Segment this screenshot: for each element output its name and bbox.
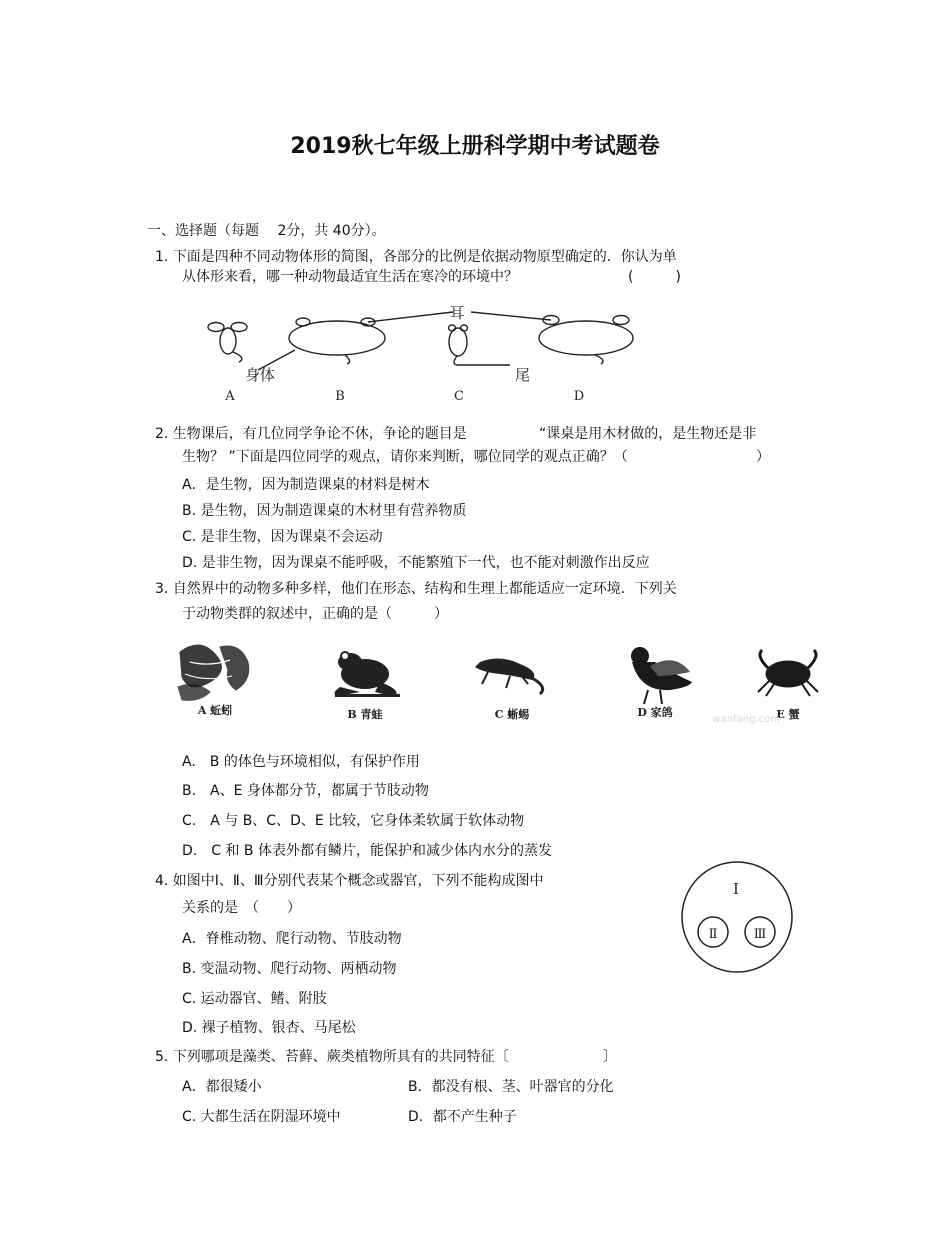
animal-d-body bbox=[539, 321, 633, 355]
ear-leader-d bbox=[471, 312, 551, 320]
animal-d-tail bbox=[595, 355, 603, 364]
animal-b-body bbox=[289, 321, 385, 355]
q2-answer-bracket-close: ） bbox=[756, 449, 770, 465]
q4-option-d: D. 裸子植物、银杏、马尾松 bbox=[182, 1020, 356, 1036]
earthworm-picture bbox=[178, 645, 249, 700]
q2-stem-line1a: 2. 生物课后，有几位同学争论不休，争论的题目是 bbox=[155, 426, 467, 442]
caption-crab: E 蟹 bbox=[776, 708, 800, 721]
label-roman-two: Ⅱ bbox=[708, 927, 718, 942]
label-roman-three: Ⅲ bbox=[753, 927, 767, 942]
q1-stem-line1: 1. 下面是四种不同动物体形的简图，各部分的比例是依据动物原型确定的．你认为单 bbox=[155, 249, 677, 265]
animal-a-tail bbox=[233, 352, 242, 362]
caption-frog: B 青蛙 bbox=[347, 708, 383, 721]
q5-option-b: B．都没有根、茎、叶器官的分化 bbox=[408, 1079, 614, 1095]
frog-picture bbox=[334, 652, 400, 697]
animal-c-ear-right bbox=[461, 325, 468, 331]
caption-earthworm: A 蚯蚓 bbox=[197, 704, 233, 717]
label-body: 身体 bbox=[245, 366, 276, 384]
ear-leader-b bbox=[368, 312, 453, 322]
animal-c-body bbox=[449, 328, 467, 356]
animal-c-tail bbox=[454, 356, 457, 365]
q5-stem-line1: 5. 下列哪项是藻类、苔藓、蕨类植物所具有的共同特征〔 bbox=[155, 1049, 509, 1065]
q3-option-a: A. B 的体色与环境相似，有保护作用 bbox=[182, 754, 420, 770]
q3-option-b: B. A、E 身体都分节，都属于节肢动物 bbox=[182, 783, 429, 799]
q3-stem-line1: 3. 自然界中的动物多种多样，他们在形态、结构和生理上都能适应一定环境．下列关 bbox=[155, 581, 677, 597]
option-label-c: C bbox=[454, 389, 464, 404]
q3-animal-photos bbox=[170, 632, 835, 727]
q2-option-d: D. 是非生物，因为课桌不能呼吸，不能繁殖下一代，也不能对刺激作出反应 bbox=[182, 555, 650, 571]
q3-stem-line2: 于动物类群的叙述中，正确的是（ ） bbox=[182, 606, 448, 622]
option-label-a: A bbox=[225, 389, 235, 404]
q2-stem-line2: 生物？ ”下面是四位同学的观点，请你来判断，哪位同学的观点正确？（ bbox=[182, 449, 628, 465]
q5-option-c: C. 大都生活在阴湿环境中 bbox=[182, 1109, 341, 1125]
q2-option-b: B. 是生物，因为制造课桌的木材里有营养物质 bbox=[182, 503, 467, 519]
q3-option-c: C. A 与 B、C、D、E 比较，它身体柔软属于软体动物 bbox=[182, 813, 525, 829]
lizard-picture bbox=[475, 658, 543, 694]
animal-a-body bbox=[220, 328, 236, 354]
q4-stem-line2: 关系的是 （ ） bbox=[182, 900, 301, 916]
q5-option-a: A．都很矮小 bbox=[182, 1079, 262, 1095]
q1-animal-shape-diagram bbox=[195, 298, 645, 408]
animal-b-tail bbox=[345, 355, 350, 364]
option-label-b: B bbox=[335, 389, 345, 404]
q2-option-c: C. 是非生物，因为课桌不会运动 bbox=[182, 529, 383, 545]
option-label-d: D bbox=[573, 389, 585, 404]
q2-option-a: A．是生物，因为制造课桌的材料是树木 bbox=[182, 477, 430, 493]
q4-stem-line1: 4. 如图中Ⅰ、Ⅱ、Ⅲ分别代表某个概念或器官，下列不能构成图中 bbox=[155, 873, 544, 889]
q4-option-b: B. 变温动物、爬行动物、两栖动物 bbox=[182, 961, 397, 977]
q2-stem-line1b: “课桌是用木材做的，是生物还是非 bbox=[539, 426, 757, 442]
pigeon-picture bbox=[631, 647, 692, 704]
animal-d-ear-right bbox=[613, 316, 629, 325]
label-ear: 耳 bbox=[449, 304, 465, 322]
label-roman-one: Ⅰ bbox=[733, 880, 739, 898]
circle-outer bbox=[682, 862, 792, 972]
animal-a-ear-left bbox=[208, 323, 224, 332]
q5-answer-bracket-close: 〕 bbox=[603, 1049, 617, 1065]
q4-option-c: C. 运动器官、鳍、附肢 bbox=[182, 991, 327, 1007]
q1-answer-bracket: ( ) bbox=[628, 269, 681, 285]
watermark-text: wanfang.com bbox=[712, 714, 780, 725]
q5-option-d: D．都不产生种子 bbox=[408, 1109, 517, 1125]
label-tail: 尾 bbox=[515, 366, 531, 384]
caption-pigeon: D 家鸽 bbox=[637, 706, 673, 719]
caption-lizard: C 蜥蜴 bbox=[494, 708, 530, 721]
animal-c-ear-left bbox=[449, 325, 456, 331]
q3-option-d: D. C 和 B 体表外都有鳞片，能保护和减少体内水分的蒸发 bbox=[182, 843, 552, 859]
page-title: 2019秋七年级上册科学期中考试题卷 bbox=[290, 134, 660, 159]
section-heading: 一、选择题（每题 2分，共 40分）。 bbox=[147, 223, 386, 239]
q4-option-a: A．脊椎动物、爬行动物、节肢动物 bbox=[182, 931, 402, 947]
q1-stem-line2: 从体形来看，哪一种动物最适宜生活在寒冷的环境中？ bbox=[182, 269, 518, 285]
animal-a-ear-right bbox=[231, 323, 247, 332]
q4-concept-circle-diagram bbox=[678, 858, 796, 976]
crab-picture bbox=[758, 650, 818, 696]
